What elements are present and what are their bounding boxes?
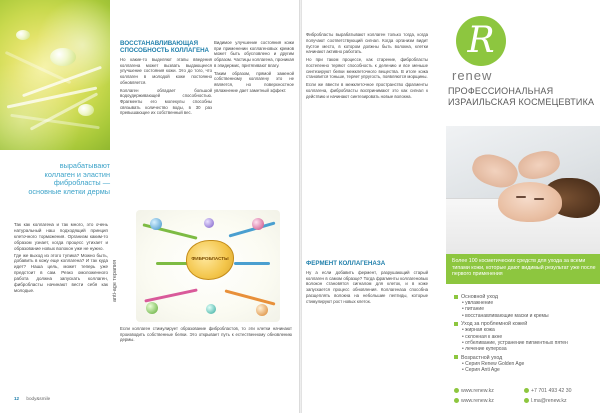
category-heading: Основной уход: [454, 294, 598, 300]
page-gutter: [299, 0, 302, 413]
promo-banner-text: Более 100 косметических средств для ухода за всеми типами кожи, которые дают видимый результат уже после первого применения: [452, 258, 596, 278]
phone-icon: [524, 388, 529, 393]
product-categories: [454, 292, 598, 374]
column-paragraph: Таким образом, прямой заменой собственному коллагену это не является, но поверхностное увлажнение дает заметный эффект.: [214, 70, 294, 93]
category-item: • питание: [462, 306, 484, 313]
hero-image: [0, 0, 110, 150]
bullet-square-icon: [454, 295, 458, 299]
article-column-3: [214, 40, 294, 95]
pull-quote: вырабатывают коллаген и эластин фибробласты — основные клетки дермы: [28, 161, 110, 196]
category-item: • лечение куперозa: [462, 346, 507, 353]
diagram-label: ФИБРОБЛАСТЫ: [191, 256, 229, 261]
column-paragraph: Коллаген обладает большой водоудерживающей способностью. Фрагменты его молекулы способны связывать количество воды, в 30 раз превышающее их собственный вес.: [120, 87, 212, 116]
magazine-brand: body&smile: [26, 396, 51, 401]
globe-icon: [454, 388, 459, 393]
left-paragraph: Где же выход из этого тупика? Можно быть, добавить в кожу еще коллагена? И так куда идет? Наша цель, может теперь уже предстоит в сам. Резко омоложенного работа должна запускать коллаген, фибробласты начинают вести себя как молодые.: [14, 252, 108, 293]
page-number: 12: [14, 396, 20, 401]
category-heading: Уход за проблемной кожей: [454, 321, 598, 327]
category-item: • увлажнение: [462, 300, 494, 306]
fibroblast-diagram: [136, 210, 280, 322]
category-item: • Серия Anti Age: [462, 367, 500, 374]
right-subsection: [306, 260, 428, 304]
contact-phone[interactable]: +7 701 493 42 30: [524, 388, 572, 394]
column-paragraph: Фибробласты вырабатывают коллаген только тогда, когда получают соответствующий сигнал. Когда организм видит пустое место, в котором должны быть волокна, клетки начинают активно работать.: [306, 32, 428, 55]
category-item: • жирная кожа: [462, 327, 495, 334]
contact-email[interactable]: l.ma@renew.kz: [524, 398, 567, 404]
category-item: • восстанавливающие маски и кремы: [462, 312, 549, 319]
globe-icon: [454, 398, 459, 403]
page-footer: [14, 396, 50, 401]
left-bottom-text: Если коллаген стимулирует образование фибробластов, то эти клетки начинают производить собственные белки. Это открывает путь к естественному обновлению дермы.: [120, 326, 292, 343]
left-body-text: [14, 222, 108, 295]
column-paragraph: Но при таком процессе, как старение, фибробласты постепенно теряют способность к делению и все меньше синтезируют белки межклеточного вещества. В итоге кожа становится тоньше, теряет упругость, появляются морщины.: [306, 57, 428, 80]
logo-wordmark: renew: [452, 68, 493, 83]
right-article-column: [306, 32, 428, 101]
section-vertical-label: anti-age терапия: [112, 259, 118, 302]
brand-tagline: ПРОФЕССИОНАЛЬНАЯ ИЗРАИЛЬСКАЯ КОСМЕЦЕВТИКА: [448, 86, 595, 107]
contact-web-2[interactable]: www.renew.kz: [454, 398, 494, 404]
category-item: • Серия Renew Golden Age: [462, 360, 525, 367]
logo-letter: R: [467, 20, 495, 61]
bullet-square-icon: [454, 355, 458, 359]
contact-info: [454, 388, 600, 408]
category-item: • склонная к акне: [462, 333, 503, 340]
column-heading: ВОССТАНАВЛИВАЮЩАЯ СПОСОБНОСТЬ КОЛЛАГЕНА: [120, 40, 210, 54]
subsection-text: Ну а если добавить фермент, разрушающий старый коллаген в самом образце? Тогда фрагменты коллагеновых волокон становятся сигналом для клеток, и в коже запускается процесс обновления. Коллагеназа способна расщеплять волокна на небольшие пептиды, которые стимулируют рост новых клеток.: [306, 270, 428, 304]
renew-logo: [448, 12, 596, 84]
category-item: • отбеливание, устранение пигментных пятен: [462, 340, 568, 347]
category-heading: Возрастной уход: [454, 355, 598, 361]
article-column-2: [120, 40, 212, 118]
subsection-heading: ФЕРМЕНТ КОЛЛАГЕНАЗА: [306, 260, 386, 267]
column-paragraph: Видимое улучшение состояния кожи при применении коллагеновых кремов может быть обусловлено и другим образом. Частицы коллагена, проникая в эпидермис, притягивают влагу.: [214, 40, 294, 68]
left-paragraph: Так как коллагена и так много, это очень натуральный наш подходящий принцип клеточного торможения. Организм каким-то образом узнает, когда процесс утихает и образование новых волокон уже не нужно.: [14, 222, 108, 251]
spa-treatment-photo: [446, 126, 600, 254]
mail-icon: [524, 398, 529, 403]
column-paragraph: Если же ввести в межклеточное пространство фрагменты коллагена, фибробласты воспринимают это как сигнал к действию и начинают синтезировать новые волокна.: [306, 82, 428, 99]
contact-web[interactable]: www.renew.kz: [454, 388, 494, 394]
bullet-square-icon: [454, 322, 458, 326]
column-paragraph: Но какие-то выделяют этапы введения коллагена может вызвать выдающееся улучшение состояния кожи. Это до того, что коллаген в молодой коже постоянно обновляется.: [120, 57, 212, 85]
